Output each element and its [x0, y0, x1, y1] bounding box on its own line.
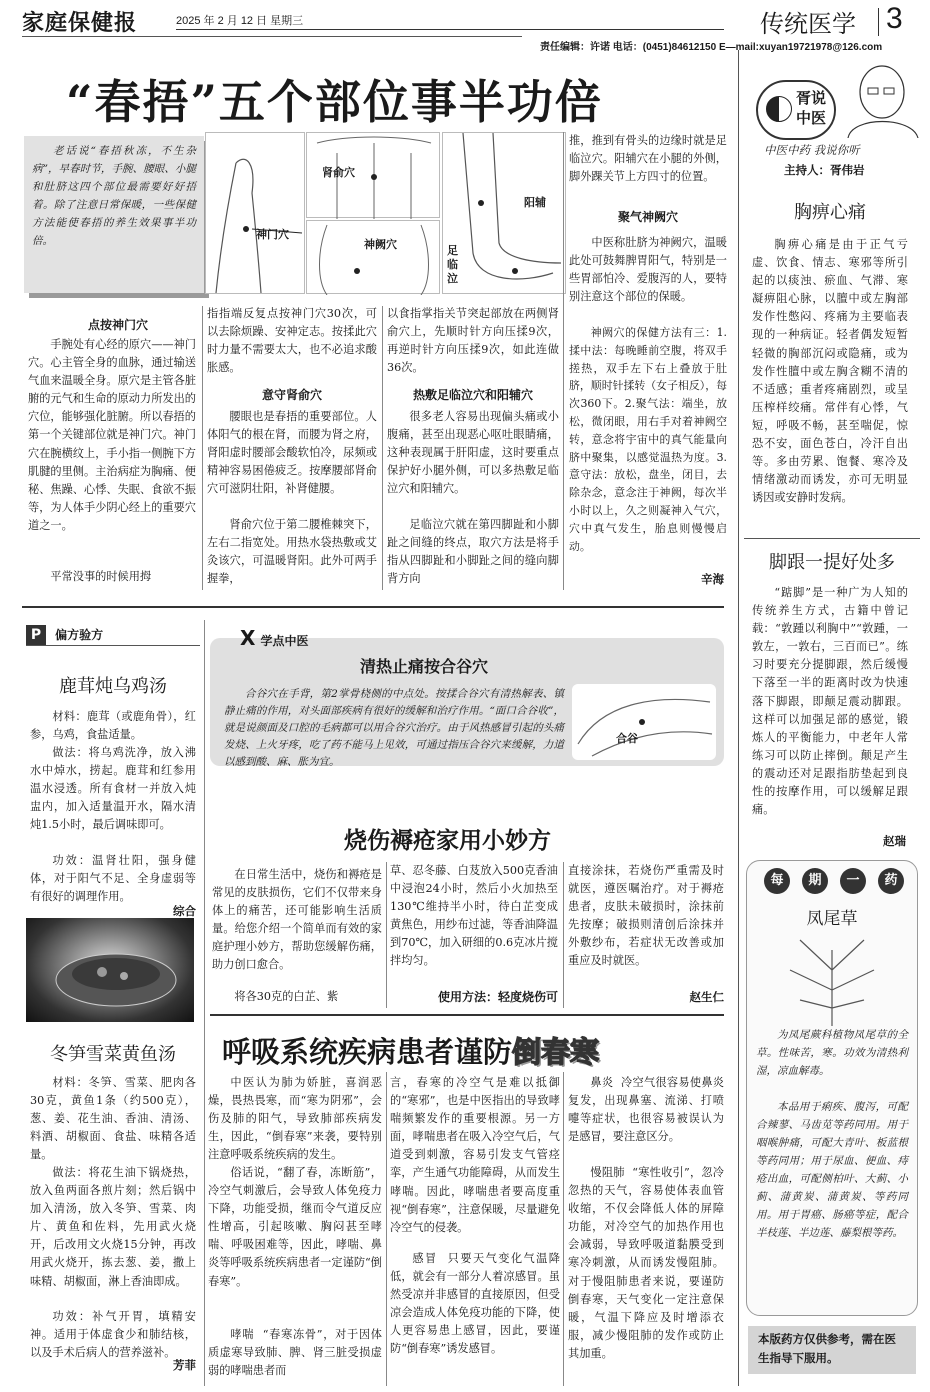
- yinyang-icon: [766, 96, 792, 122]
- recipe-1-effect: 功效：温肾壮阳，强身健体，对于阳气不足、全身虚弱等有很好的调理作用。: [30, 854, 196, 904]
- right-col-rule: [738, 50, 739, 1386]
- resp-col1-para-1: 中医认为肺为娇脏，喜润恶燥，畏热畏寒，而“寒为阴邪”，会伤及肺的阳气，导致肺部疾病发生，因此，“倒春寒”来袭，要特别注意呼吸系统疾病的发生。: [208, 1076, 382, 1162]
- herb-title: 凤尾草: [806, 909, 858, 929]
- recipe-1-author: 综合: [173, 904, 196, 918]
- angina-body: 胸痹心痛是由于正气亏虚、饮食、情志、寒邪等所引起的以痰浊、瘀血、气滞、寒凝痹阻心脉，以膻中或左胸部发作性憋闷、疼痛为主要临表现的一种病证。轻者偶发短暂轻微的胸部沉闷或隐痛，或为发作性膻中或左胸含糊不清的不适感；重者疼痛剧烈，或呈压榨样绞痛。常伴有心悸，气短，呼吸不畅，甚至喘促，惊恐不安，面色苍白，冷汗自出等。多由劳累、饱餐、寒冷及情绪激动而诱发，亦可无明显诱因或安静时发病。: [752, 238, 908, 505]
- hegu-title: 清热止痛按合谷穴: [360, 657, 489, 676]
- spring-para-4: 腰眼也是春捂的重要部位。人体阳气的根在肾，而腰为肾之府，肾阳虚时腰部会酸软怕冷，尿频或精神容易困倦疲乏。按摩腰部肾俞穴可滋阴壮阳，补肾健腰。: [207, 410, 377, 496]
- burn-bottom-rule: [210, 1014, 724, 1016]
- hegu-label: 合谷: [616, 732, 638, 745]
- spring-subhead-3: 热敷足临泣穴和阳辅穴: [412, 388, 533, 402]
- herb-banner-char: 期: [802, 868, 828, 894]
- col-rule-2: [382, 306, 383, 590]
- resp-col1-para-2: 俗话说，“翻了春，冻断筋”，冷空气刺激后，会导致人体免疫力下降，功能受损，继而令气道反应性增高，引起咳嗽、胸闷甚至哮喘、呼吸困难等，因此，哮喘、鼻炎等呼吸系统疾病患者一定谨防“倒春寒”。: [208, 1166, 382, 1288]
- herb-banner-char: 药: [878, 868, 904, 894]
- recipe-2-effect: 功效：补气开胃，填精安神。适用于体虚食少和肺结核，以及手术后病人的营养滋补。: [30, 1310, 196, 1360]
- spring-para-7: 很多老人容易出现偏头痛或小腹痛，甚至出现恶心呕吐眼睛痛，这种表现属于肝阳虚，这时要重点保护好小腿外侧，可以多热敷足临泣穴和阳辅穴。: [387, 410, 559, 496]
- section-divider: [878, 8, 879, 36]
- heel-author: 赵瑞: [883, 834, 906, 848]
- heel-body: “踮脚”是一种广为人知的传统养生方式，古籍中曾记载：“敦踵以利胸中”“敦踵，一敦左，一敦右，三百而已”。练习时要充分提脚跟，然后缓慢下落至一半的距离时改为快速落下脚跟，即颠足震动脚跟。这样可以加强足部的感觉，锻炼人的平衡能力，中老年人常练习可以防止摔倒。颠足产生的震动还对足跟指肪垫起到良性的按摩作用，可以缓解足跟痛。: [752, 586, 908, 817]
- spring-para-1: 手腕处有心经的原穴——神门穴。心主管全身的血脉，通过输送气血来温暖全身。原穴是主管各脏腑的元气和生命的原动力所发出的穴位，能够强化脏腑。所以春捂的第一个关键部位就是神门穴。神门穴在腕横纹上，手小指一侧腕下方肌腱的里侧。主治病症为胸痛、便秘、焦躁、心悸、失眠、食欲不振等，为人体手少阴心经上的重要穴道之一。: [28, 338, 196, 532]
- heel-title: 脚跟一提好处多: [769, 552, 895, 573]
- editor-line: 责任编辑：许诺 电话：(0451)84612150 E—mail:xuyan19721978@126.com: [540, 42, 883, 53]
- herb-disclaimer: 本版药方仅供参考，需在医生指导下服用。: [748, 1326, 916, 1374]
- spring-para-2: 平常没事的时候用拇: [50, 570, 152, 583]
- header-rule: [22, 36, 522, 37]
- heel-rule: [744, 538, 920, 539]
- hegu-body: 合谷穴在手背，第2掌骨桡侧的中点处。按揉合谷穴有清热解表、镇静止痛的作用，对头面部疾病有很好的缓解和治疗作用。“面口合谷收”，就是说颜面及口腔的毛病都可以用合谷穴治疗。由于风热感冒引起的头痛发烧、上火牙疼，吃了药不能马上见效，可通过指压合谷穴来缓解，力道以感到酸、麻、胀为宜。: [224, 688, 564, 768]
- recipes-rule: [204, 620, 205, 1386]
- burn-para-5: 直接涂抹，若烧伤严重需及时就医，遵医嘱治疗。对于褥疮患者，皮肤未破损时，涂抹前先按摩；破损则清创后涂抹并外敷纱布，若症状无改善或加重应及时就医。: [568, 864, 724, 968]
- burn-para-2: 将各30克的白芷、紫: [234, 990, 339, 1003]
- spring-para-8: 足临泣穴就在第四脚趾和小脚趾之间缝的终点，取穴方法是将手指从四脚趾和小脚趾之间的缝向脚背方向: [387, 518, 559, 586]
- burn-rule-1: [386, 862, 387, 1008]
- spring-subhead-1: 点按神门穴: [87, 318, 148, 332]
- spring-intro: 老话说“春捂秋冻，不生杂病”，早春时节，手腕、腰眼、小腿和肚脐这四个部位最需要好好捂着。除了注意日常保暖，一些保健方法能使春捂的养生效果事半功倍。: [32, 145, 196, 247]
- resp-col2-para-2: 感冒 只要天气变化气温降低，就会有一部分人着凉感冒。虽然受凉并非感冒的直接原因，但受凉会造成人体免疫功能的下降，使人更容易患上感冒，因此，要谨防“倒春寒”诱发感冒。: [390, 1252, 560, 1356]
- recipes-tag-label: 偏方验方: [55, 628, 104, 642]
- shenmen-label: 神门穴: [256, 228, 289, 241]
- burn-rule-2: [563, 862, 564, 1008]
- burn-para-1: 在日常生活中，烧伤和褥疮是常见的皮肤损伤，它们不仅带来身体上的痛苦，还可能影响生活质量。给您介绍一个简单而有效的家庭护理小妙方，帮助您缓解伤痛，助力创口愈合。: [212, 868, 382, 972]
- column-brand: 胥说中医: [796, 89, 827, 127]
- spring-subhead-2: 意守肾俞穴: [261, 388, 322, 402]
- herb-banner-char: 每: [764, 868, 790, 894]
- spring-para-9: 推，推到有骨头的边缘时就是足临泣穴。阳辅穴在小腿的外侧，脚外踝关节上方四寸的位置。: [569, 134, 727, 184]
- recipe-2-materials: 材料：冬笋、雪菜、肥肉各30克，黄鱼1条（约500克），葱、姜、花生油、香油、清汤、料酒、胡椒面、食盐、味精各适量。: [30, 1076, 196, 1162]
- recipe-1-materials: 材料：鹿茸（或鹿角骨），红参，乌鸡，食盐适量。: [30, 710, 196, 742]
- hegu-tag: [240, 626, 309, 650]
- recipe-2-title: 冬笋雪菜黄鱼汤: [50, 1044, 176, 1065]
- col-rule-3: [563, 132, 564, 590]
- resp-title: [222, 1030, 599, 1071]
- recipes-tag-letter: P: [26, 625, 46, 645]
- recipes-tag: [26, 624, 200, 646]
- page-number: 3: [886, 2, 903, 35]
- spring-author: 辛海: [701, 572, 724, 586]
- herb-banner: [764, 868, 904, 894]
- spring-para-3: 指指端反复点按神门穴30次，可以去除烦躁、安神定志。按揉此穴时力量不需要太大，也不必追求酸胀感。: [207, 307, 377, 375]
- resp-col1-para-3: 哮喘 “春寒冻骨”，对于因体质虚寒导致肺、脾、肾三脏受损虚弱的哮喘患者而: [208, 1328, 382, 1378]
- spring-subhead-4: 聚气神阙穴: [617, 210, 678, 224]
- spring-headline: “春捂”五个部位事半功倍: [66, 75, 603, 129]
- section-name: 传统医学: [760, 10, 856, 38]
- zulinqi-label: 足临泣: [447, 244, 458, 285]
- angina-title: 胸痹心痛: [794, 202, 866, 223]
- resp-title-a: 呼吸系统疾病患者谨防: [222, 1035, 513, 1069]
- spring-para-5: 肾俞穴位于第二腰椎棘突下，左右二指宽处。用热水袋热敷或艾灸该穴，可温暖肾阳。此外可两手握拳，: [207, 518, 377, 586]
- spring-bottom-rule: [22, 606, 724, 608]
- shenque-illustration: [306, 220, 440, 294]
- recipe-1-method: 做法：将乌鸡洗净，放入沸水中焯水，捞起。鹿茸和红参用温水浸透。所有食材一并放入炖盅内，加入适量温开水，隔水清炖1.5小时，最后调味即可。: [30, 746, 196, 832]
- col-rule-1: [202, 306, 203, 590]
- resp-col3-para-2: 慢阻肺 “寒性收引”，忽冷忽热的天气，容易使体表血管收缩，不仅会降低人体的屏障功能，对冷空气的加热作用也会减弱，导致呼吸道黏膜受到寒冷刺激，从而诱发慢阻肺。对于慢阻肺患者来说，要谨防倒春寒，天气变化一定注意保暖，气温下降应及时增添衣服，减少慢阻肺的发作或防止其加重。: [568, 1166, 724, 1360]
- masthead-rule: [176, 29, 724, 30]
- recipe-2-method: 做法：将花生油下锅烧热，放入鱼两面各煎片刻；然后锅中加入清汤，放入冬笋、雪菜、肉片、黄鱼和佐料，先用武火烧开，后改用文火烧15分钟，再改用武火烧开，拣去葱、姜，撒上味精、胡椒面，淋上香油即成。: [30, 1166, 196, 1288]
- spring-para-11: 神阙穴的保健方法有三：1.揉中法：每晚睡前空腹，将双手搓热，双手左下右上叠放于肚脐，顺时针揉转（女子相反），每次360下。2.聚气法：端坐，放松，微闭眼，用右手对着神阙空转，意念将宇宙中的真气能量向脐中聚集，以感觉温热为度。3.意守法：放松，盘坐，闭目，去除杂念，意念注于神阙，每次半小时以上，久之则凝神入气穴，穴中真气发生，胎息则慢慢启动。: [569, 326, 727, 553]
- recipe-2-author: 芳菲: [173, 1358, 196, 1372]
- hegu-tag-letter: X: [240, 626, 256, 650]
- paper-name: 家庭保健报: [22, 10, 138, 36]
- shenque-label: 神阙穴: [364, 238, 397, 251]
- spring-para-6: 以食指掌指关节突起部放在两侧肾俞穴上，先顺时针方向压揉9次，再逆时针方向压揉9次，如此连做36次。: [387, 307, 559, 375]
- hegu-illustration: [572, 684, 716, 760]
- spring-para-10: 中医称肚脐为神阙穴，温暖此处可鼓舞脾胃阳气，特别是一些胃部怕冷、爱腹泻的人，要特别注意这个部位的保暖。: [569, 236, 727, 304]
- recipe-1-photo: [26, 918, 194, 1022]
- burn-author: 赵生仁: [689, 990, 724, 1004]
- shenmen-illustration: [205, 132, 305, 294]
- issue-date: 2025 年 2 月 12 日 星期三: [176, 15, 304, 27]
- resp-rule-2: [563, 1072, 564, 1386]
- herb-para-1: 为凤尾蕨科植物凤尾草的全草。性味苦，寒。功效为清热利湿，凉血解毒。: [756, 1029, 908, 1077]
- hegu-tag-label: 学点中医: [260, 634, 309, 648]
- resp-col3-para-1: 鼻炎 冷空气很容易使鼻炎复发，出现鼻塞、流涕、打喷嚏等症状，也很容易被误认为是感冒，要注意区分。: [568, 1076, 724, 1144]
- burn-title: 烧伤褥疮家用小妙方: [344, 828, 551, 854]
- herb-illustration: [770, 930, 894, 1026]
- resp-title-b: 倒春寒: [512, 1035, 600, 1069]
- yangfu-label: 阳辅: [524, 196, 546, 209]
- host-portrait: [838, 58, 922, 138]
- column-motto: 中医中药 我说你听: [764, 143, 860, 157]
- spring-intro-box: [24, 136, 204, 293]
- column-host: 主持人：胥伟岩: [784, 163, 865, 177]
- shenshu-label: 肾俞穴: [322, 166, 355, 179]
- resp-col2-para-1: 言，春寒的冷空气是难以抵御的“寒邪”，也是中医指出的导致哮喘频繁发作的重要根源。另一方面，哮喘患者在吸入冷空气后，气道受到刺激，容易引发支气管痉挛，产生通气功能障碍，从而发生哮喘。因此，哮喘患者要高度重视“倒春寒”，注意保暖，尽量避免冷空气的侵袭。: [390, 1076, 560, 1234]
- herb-para-2: 本品用于痢疾、腹泻，可配合辣蓼、马齿苋等药同用。用于咽喉肿痛，可配大青叶、板蓝根等药同用；用于尿血、便血、痔疮出血，可配侧柏叶、大蓟、小蓟、蒲黄炭、蒲黄炭、等药同用。用于胃癌、肠癌等症，配合半枝莲、半边莲、藤梨根等药。: [756, 1101, 908, 1239]
- burn-para-4: 使用方法：轻度烧伤可: [437, 990, 558, 1004]
- leg-illustration: [442, 132, 566, 294]
- column-logo: [756, 80, 836, 140]
- burn-para-3: 草、忍冬藤、白芨放入500克香油中浸泡24小时，然后小火加热至130℃维持半小时，待白芷变成黄焦色，用纱布过滤，等香油降温到70℃，加入研细的0.6克冰片搅拌均匀。: [390, 864, 558, 968]
- herb-banner-char: 一: [840, 868, 866, 894]
- resp-rule-1: [386, 1072, 387, 1386]
- recipe-1-title: 鹿茸炖乌鸡汤: [59, 676, 167, 697]
